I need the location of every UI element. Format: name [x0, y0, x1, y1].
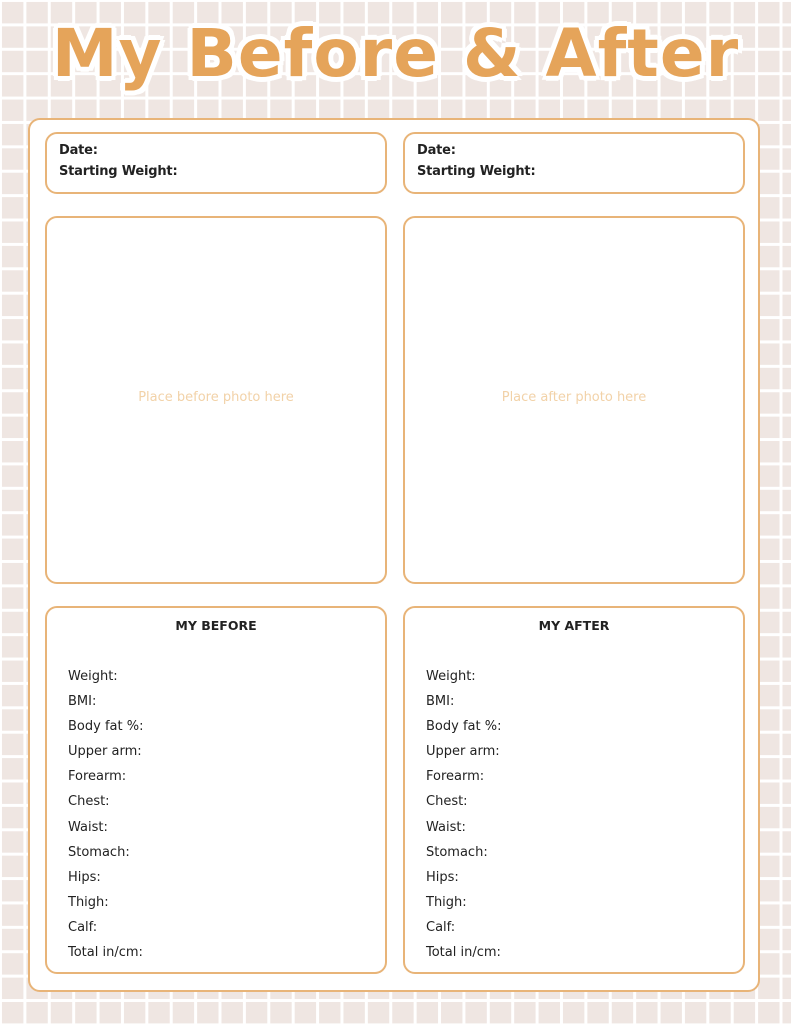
after-starting-weight-label[interactable]: Starting Weight: — [417, 164, 536, 179]
after-date-label[interactable]: Date: — [417, 143, 456, 158]
after-measurements-list — [426, 664, 501, 965]
before-date-label[interactable]: Date: — [59, 143, 98, 158]
after-photo-box[interactable] — [403, 216, 745, 584]
before-measurements-box — [45, 606, 387, 974]
measurement-field[interactable]: Body fat %: — [426, 719, 502, 735]
measurement-field[interactable]: Chest: — [426, 794, 468, 810]
measurement-field[interactable]: Forearm: — [68, 769, 127, 785]
before-starting-weight-label[interactable]: Starting Weight: — [59, 164, 178, 179]
measurement-field[interactable]: Total in/cm: — [426, 945, 501, 961]
before-photo-placeholder: Place before photo here — [138, 390, 294, 405]
measurement-field[interactable]: BMI: — [68, 694, 97, 710]
measurement-field[interactable]: Thigh: — [426, 894, 467, 910]
after-photo-placeholder: Place after photo here — [501, 390, 647, 405]
measurement-field[interactable]: Total in/cm: — [68, 945, 143, 961]
measurement-field[interactable]: Forearm: — [426, 769, 485, 785]
before-header-box — [45, 132, 387, 194]
measurement-field[interactable]: Hips: — [68, 869, 101, 885]
before-measurements-title: MY BEFORE — [175, 618, 257, 633]
measurement-field[interactable]: BMI: — [426, 694, 455, 710]
measurement-field[interactable]: Thigh: — [68, 894, 109, 910]
measurement-field[interactable]: Hips: — [426, 869, 459, 885]
measurement-field[interactable]: Body fat %: — [68, 719, 144, 735]
measurement-field[interactable]: Waist: — [426, 819, 466, 835]
before-photo-box[interactable] — [45, 216, 387, 584]
after-measurements-title: MY AFTER — [538, 618, 610, 633]
measurement-field[interactable]: Stomach: — [68, 844, 130, 860]
page-title: My Before & After — [51, 15, 740, 92]
measurement-field[interactable]: Chest: — [68, 794, 110, 810]
before-measurements-list — [68, 664, 143, 965]
measurement-field[interactable]: Upper arm: — [68, 744, 142, 760]
measurement-field[interactable]: Weight: — [426, 669, 476, 684]
measurement-field[interactable]: Calf: — [426, 919, 456, 935]
after-measurements-box — [403, 606, 745, 974]
measurement-field[interactable]: Calf: — [68, 919, 98, 935]
measurement-field[interactable]: Stomach: — [426, 844, 488, 860]
measurement-field[interactable]: Weight: — [68, 669, 118, 684]
measurement-field[interactable]: Waist: — [68, 819, 108, 835]
after-header-box — [403, 132, 745, 194]
measurement-field[interactable]: Upper arm: — [426, 744, 500, 760]
